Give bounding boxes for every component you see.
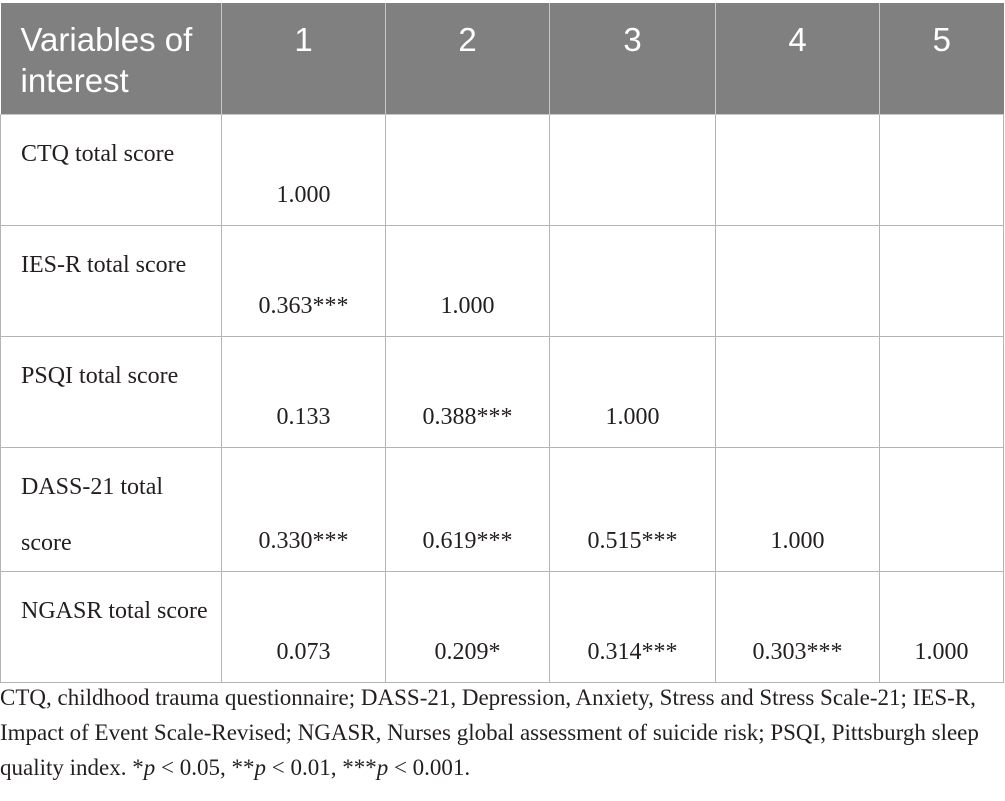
table-cell	[716, 225, 880, 336]
table-cell	[880, 225, 1004, 336]
table-cell	[550, 225, 716, 336]
correlation-table	[0, 3, 1004, 683]
table-cell	[880, 336, 1004, 447]
table-row	[1, 114, 1004, 225]
row-label: DASS-21 total score	[1, 447, 222, 571]
table-cell: 0.363***	[222, 225, 386, 336]
table-header	[1, 3, 1004, 114]
row-label: PSQI total score	[1, 336, 222, 447]
table-cell: 1.000	[550, 336, 716, 447]
row-label: CTQ total score	[1, 114, 222, 225]
table-cell: 0.209*	[386, 571, 550, 682]
table-cell: 1.000	[222, 114, 386, 225]
table-cell: 0.314***	[550, 571, 716, 682]
row-label: NGASR total score	[1, 571, 222, 682]
header-variables: Variables of interest	[1, 3, 222, 114]
table-cell: 0.133	[222, 336, 386, 447]
table-row	[1, 225, 1004, 336]
row-label: IES-R total score	[1, 225, 222, 336]
sig-level-2: **p < 0.01,	[231, 755, 343, 780]
header-col-4: 4	[716, 3, 880, 114]
sig-level-3: ***p < 0.001.	[342, 755, 471, 780]
header-col-1: 1	[222, 3, 386, 114]
table-cell	[716, 336, 880, 447]
table-cell	[716, 114, 880, 225]
table-footnote	[0, 680, 1003, 785]
table-cell: 0.303***	[716, 571, 880, 682]
table-row	[1, 336, 1004, 447]
table-cell: 0.388***	[386, 336, 550, 447]
footnote-definitions: CTQ, childhood trauma questionnaire; DASS-21, Depression, Anxiety, Stress and Stress Scale-21; IES-R, Impact of Event Scale-Revised; NGASR, Nurses global assessment of suicide risk; PSQI, Pittsburgh sleep quality index.	[0, 685, 979, 780]
table-cell: 1.000	[716, 447, 880, 571]
header-row	[1, 3, 1004, 114]
sig-level-1: *p < 0.05,	[132, 755, 232, 780]
header-col-2: 2	[386, 3, 550, 114]
table-cell	[550, 114, 716, 225]
table-cell	[880, 114, 1004, 225]
header-col-5: 5	[880, 3, 1004, 114]
table-row	[1, 447, 1004, 571]
table-cell: 0.073	[222, 571, 386, 682]
header-col-3: 3	[550, 3, 716, 114]
table-cell	[386, 114, 550, 225]
table-cell: 1.000	[880, 571, 1004, 682]
table-cell	[880, 447, 1004, 571]
table-cell: 0.619***	[386, 447, 550, 571]
table-cell: 1.000	[386, 225, 550, 336]
table-row	[1, 571, 1004, 682]
table-cell: 0.515***	[550, 447, 716, 571]
table-body	[1, 114, 1004, 682]
table-cell: 0.330***	[222, 447, 386, 571]
